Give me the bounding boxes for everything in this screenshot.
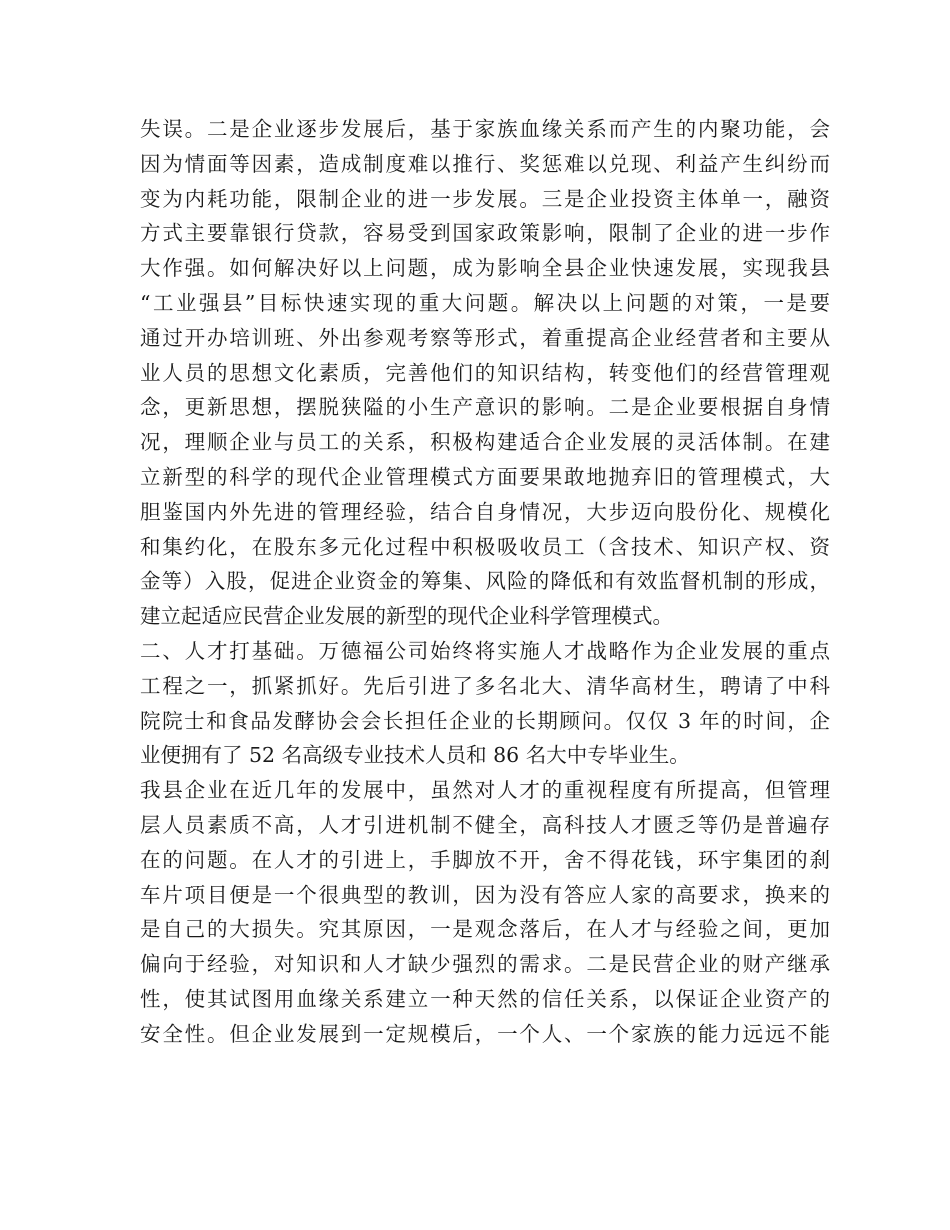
text-line: 在的问题。在人才的引进上，手脚放不开，舍不得花钱，环宇集团的刹 <box>140 847 830 872</box>
text-line: 失误。二是企业逐步发展后，基于家族血缘关系而产生的内聚功能，会 <box>140 117 830 141</box>
text-line: 工程之一，抓紧抓好。先后引进了多名北大、清华高材生，聘请了中科 <box>140 673 830 698</box>
text-line: 立新型的科学的现代企业管理模式方面要果敢地抛弃旧的管理模式，大 <box>140 464 830 489</box>
text-line: 二、人才打基础。万德福公司始终将实施人才战略作为企业发展的重点 <box>140 638 830 663</box>
text-line: 变为内耗功能，限制企业的进一步发展。三是企业投资主体单一，融资 <box>140 186 830 211</box>
text-line: “工业强县”目标快速实现的重大问题。解决以上问题的对策，一是要 <box>140 290 830 315</box>
text-line: 和集约化，在股东多元化过程中积极吸收员工（含技术、知识产权、资 <box>140 534 830 559</box>
text-line: 况，理顺企业与员工的关系，积极构建适合企业发展的灵活体制。在建 <box>140 430 830 455</box>
text-line: 因为情面等因素，造成制度难以推行、奖惩难以兑现、利益产生纠纷而 <box>140 151 830 176</box>
text-line: 金等）入股，促进企业资金的筹集、风险的降低和有效监督机制的形成， <box>140 569 830 594</box>
text-line: 业人员的思想文化素质，完善他们的知识结构，转变他们的经营管理观 <box>140 360 830 385</box>
text-line: 业便拥有了 52 名高级专业技术人员和 86 名大中专毕业生。 <box>140 743 690 768</box>
text-line: 我县企业在近几年的发展中，虽然对人才的重视程度有所提高，但管理 <box>140 778 830 803</box>
text-line: 念，更新思想，摆脱狭隘的小生产意识的影响。二是企业要根据自身情 <box>140 395 830 420</box>
text-line: 安全性。但企业发展到一定规模后，一个人、一个家族的能力远远不能 <box>140 1021 830 1046</box>
text-line: 层人员素质不高，人才引进机制不健全，高科技人才匮乏等仍是普遍存 <box>140 812 830 837</box>
text-line: 通过开办培训班、外出参观考察等形式，着重提高企业经营者和主要从 <box>140 325 830 350</box>
text-line: 院院士和食品发酵协会会长担任企业的长期顾问。仅仅 3 年的时间，企 <box>140 708 830 733</box>
text-line: 性，使其试图用血缘关系建立一种天然的信任关系，以保证企业资产的 <box>140 986 830 1011</box>
text-line: 大作强。如何解决好以上问题，成为影响全县企业快速发展，实现我县 <box>140 256 830 281</box>
text-line: 建立起适应民营企业发展的新型的现代企业科学管理模式。 <box>140 604 673 629</box>
text-line: 胆鉴国内外先进的管理经验，结合自身情况，大步迈向股份化、规模化 <box>140 499 830 524</box>
text-line: 车片项目便是一个很典型的教训，因为没有答应人家的高要求，换来的 <box>140 882 830 907</box>
text-line: 是自己的大损失。究其原因，一是观念落后，在人才与经验之间，更加 <box>140 917 830 942</box>
document-page <box>140 112 830 1052</box>
text-line: 方式主要靠银行贷款，容易受到国家政策影响，限制了企业的进一步作 <box>140 221 830 246</box>
text-line: 偏向于经验，对知识和人才缺少强烈的需求。二是民营企业的财产继承 <box>140 952 830 977</box>
